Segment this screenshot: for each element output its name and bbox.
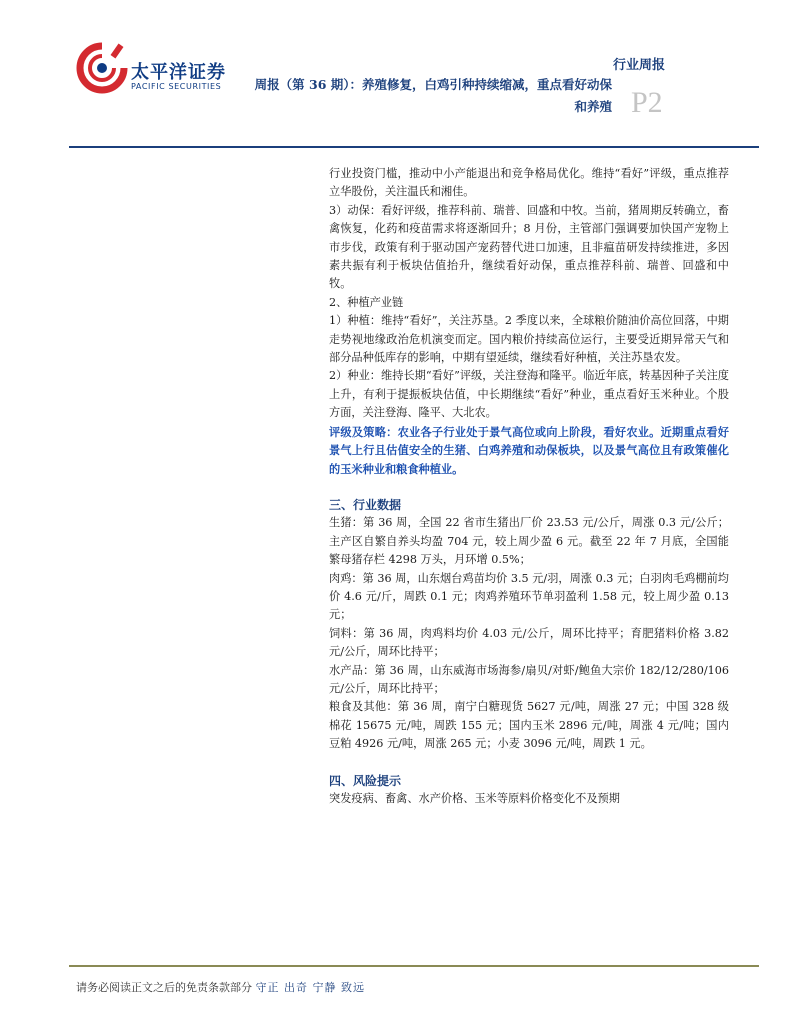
- report-body: [329, 165, 729, 808]
- subsection-planting-chain: 2、种植产业链: [329, 295, 404, 309]
- report-title-line-1: 周报（第 36 期）：养殖修复，白鸡引种持续缩减，重点看好动保: [254, 77, 612, 92]
- paragraph-intro-continuation: 行业投资门槛，推动中小产能退出和竞争格局优化。维持“看好”评级，重点推荐立华股份，关注温氏和湘佳。: [329, 167, 729, 199]
- logo-english-text: PACIFIC SECURITIES: [131, 82, 222, 91]
- company-motto: 守正 出奇 宁静 致远: [255, 981, 365, 994]
- data-item-grains: 粮食及其他：第 36 周，南宁白糖现货 5627 元/吨，周涨 27 元；中国 328 级棉花 15675 元/吨，周跌 155 元；国内玉米 2896 元/吨，周涨 4 元/吨；国内豆粕 4926 元/吨，周涨 265 元；小麦 3096 元/吨，周跌 1 元。: [329, 700, 729, 751]
- data-item-feed: 饲料：第 36 周，肉鸡料均价 4.03 元/公斤，周环比持平；育肥猪料价格 3.82 元/公斤，周环比持平；: [329, 626, 729, 659]
- report-type-label: 行业周报: [612, 58, 665, 73]
- data-item-aquatic: 水产品：第 36 周，山东威海市场海参/扇贝/对虾/鲍鱼大宗价 182/12/280/106 元/公斤，周环比持平；: [329, 663, 729, 695]
- page-number: P2: [631, 86, 663, 119]
- paragraph-seed-industry: 2）种业：维持长期“看好”评级，关注登海和隆平。临近年底，转基因种子关注度上升，有利于提振板块估值，中长期继续“看好”种业，重点看好玉米种业。个股方面，关注登海、隆平、大北农。: [329, 369, 729, 420]
- data-item-broilers: 肉鸡：第 36 周，山东烟台鸡苗均价 3.5 元/羽，周涨 0.3 元；白羽肉毛鸡棚前均价 4.6 元/斤，周跌 0.1 元；肉鸡养殖环节单羽盈利 1.58 元，较上周少盈 0.13 元；: [329, 571, 729, 622]
- logo-chinese-text: 太平洋证券: [131, 62, 226, 83]
- report-title-line-2: 和养殖: [574, 99, 612, 114]
- spacer: [329, 478, 729, 496]
- rating-strategy-paragraph: 评级及策略：农业各子行业处于景气高位或向上阶段，看好农业。近期重点看好景气上行且估值安全的生猪、白鸡养殖和动保板块，以及景气高位且有政策催化的玉米种业和粮食种植业。: [329, 424, 729, 476]
- paragraph-planting: 1）种植：维持“看好”，关注苏垦。2 季度以来，全球粮价随油价高位回落，中期走势视地缘政治危机演变而定。国内粮价持续高位运行，主要受近期异常天气和部分品种低库存的影响，中期有望延续，继续看好种植，关注苏垦农发。: [329, 314, 729, 365]
- page-footer: [76, 979, 365, 995]
- report-title: [232, 74, 612, 118]
- disclaimer-text: 请务必阅读正文之后的免责条款部分: [76, 981, 252, 994]
- section-industry-data-title: 三、行业数据: [329, 497, 402, 512]
- spacer: [329, 754, 729, 772]
- page-header: [0, 0, 791, 150]
- pacific-securities-logo-icon: [76, 42, 128, 94]
- risk-warning-text: 突发疫病、畜禽、水产价格、玉米等原料价格变化不及预期: [329, 792, 620, 805]
- header-divider: [69, 146, 759, 148]
- section-risk-title: 四、风险提示: [329, 773, 402, 788]
- paragraph-animal-health: 3）动保：看好评级，推荐科前、瑞普、回盛和中牧。当前，猪周期反转确立，畜禽恢复，化药和疫苗需求将逐渐回升；8 月份，主管部门强调要加快国产宠物上市步伐，政策有利于驱动国产宠药替代进口加速，且非瘟苗研发持续推进，多因素共振有利于板块估值抬升，继续看好动保，重点推荐科前、瑞普、回盛和中牧。: [329, 203, 729, 291]
- footer-divider: [69, 965, 759, 967]
- data-item-hogs: 生猪：第 36 周，全国 22 省市生猪出厂价 23.53 元/公斤，周涨 0.3 元/公斤；主产区自繁自养头均盈 704 元，较上周少盈 6 元。截至 22 年 7 月底，全国能繁母猪存栏 4298 万头，月环增 0.5%；: [329, 516, 729, 567]
